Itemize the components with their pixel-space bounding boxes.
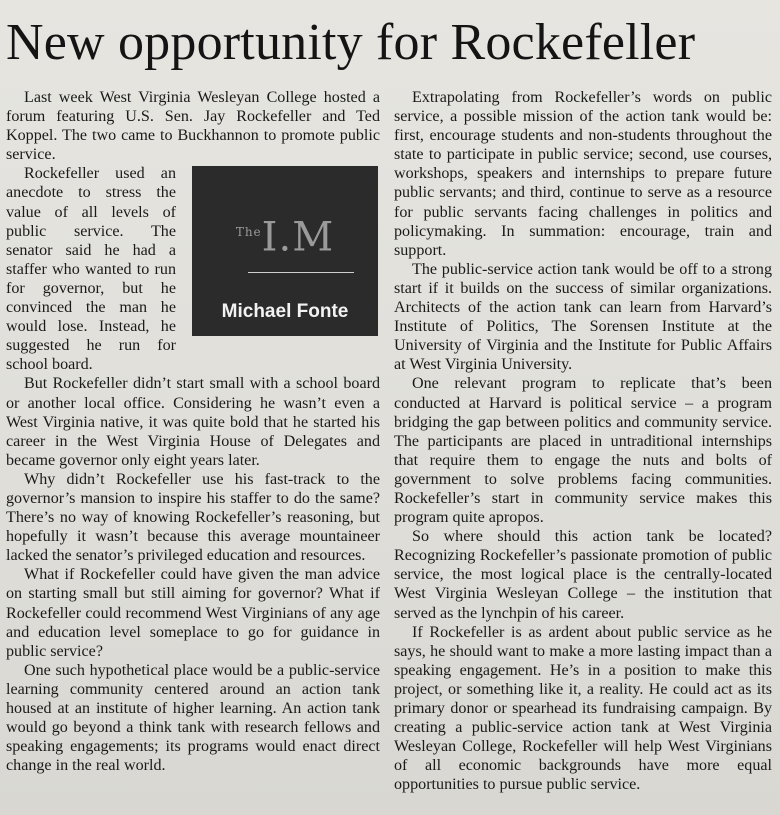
paragraph: What if Rockefeller could have given the man advice on starting small but still aiming for governor? What if Rockefeller could recommend West Virginians of any age and education level someplace to go for guidance in public service? — [6, 566, 380, 660]
columnist-name: Michael Fonte — [221, 301, 349, 323]
headline: New opportunity for Rockefeller — [6, 14, 696, 71]
paragraph: So where should this action tank be located? Recognizing Rockefeller’s passionate promotion of public service, the most logical place is the centrally-located West Virginia Wesleyan College – the institution that served as the lynchpin of his career. — [394, 528, 772, 622]
columnist-photo — [192, 166, 378, 336]
right-column — [394, 88, 772, 794]
paragraph: Extrapolating from Rockefeller’s words on public service, a possible mission of the action tank would be: first, encourage students and non-students throughout the state to participate in public service; second, use courses, workshops, speakers and internships to prepare future public servants; and third, continue to serve as a resource for public servants facing challenges in politics and policymaking. In summation: encourage, train and support. — [394, 89, 772, 259]
publication-logo — [192, 210, 378, 259]
logo-sub: The — [235, 225, 262, 240]
columnist-box — [186, 166, 380, 338]
left-column — [6, 88, 380, 775]
paragraph: Rockefeller used an anecdote to stress the value of all levels of public service. The senator said he had a staffer who wanted to run for governor, but he convinced the man he would lose. Instead, he suggested he run for school board. — [6, 165, 176, 374]
paragraph: But Rockefeller didn’t start small with a school board or another local office. Considering he wasn’t even a West Virginia native, it was quite bold that he started his career in the West Virginia House of Delegates and became governor only eight years later. — [6, 375, 380, 469]
paragraph: Last week West Virginia Wesleyan College hosted a forum featuring U.S. Sen. Jay Rockefeller and Ted Koppel. The two came to Buckhannon to promote public service. — [6, 89, 380, 164]
paragraph: The public-service action tank would be off to a strong start if it builds on the success of similar organizations. Architects of the action tank can learn from Harvard’s Institute of Politics, The Sorensen Institute at the University of Virginia and the Institute for Public Affairs at West Virginia University. — [394, 260, 772, 374]
paragraph: One relevant program to replicate that’s been conducted at Harvard is political service – a program bridging the gap between politics and community service. The participants are placed in untraditional internships that require them to engage the nuts and bolts of government to solve problems facing communities. Rockefeller’s start in community service makes this program quite apropos. — [394, 375, 772, 527]
paragraph: One such hypothetical place would be a public-service learning community centered around an action tank housed at an institute of higher learning. An action tank would go beyond a think tank with research fellows and speaking engagements; its programs would enact direct change in the real world. — [6, 661, 380, 775]
logo-rule — [248, 272, 354, 273]
paragraph: If Rockefeller is as ardent about public service as he says, he should want to make a more lasting impact than a speaking engagement. He’s in a position to make this project, or something like it, a reality. He could act as its primary donor or spearhead its fundraising campaign. By creating a public-service action tank at West Virginia Wesleyan College, Rockefeller will help West Virginians of all economic backgrounds have more equal opportunities to pursue public service. — [394, 623, 772, 794]
logo-text: I.M — [261, 214, 335, 261]
paragraph: Why didn’t Rockefeller use his fast-track to the governor’s mansion to inspire his staffer to do the same? There’s no way of knowing Rockefeller’s reasoning, but hopefully it wasn’t because this average mountaineer lacked the senator’s privileged education and resources. — [6, 470, 380, 565]
